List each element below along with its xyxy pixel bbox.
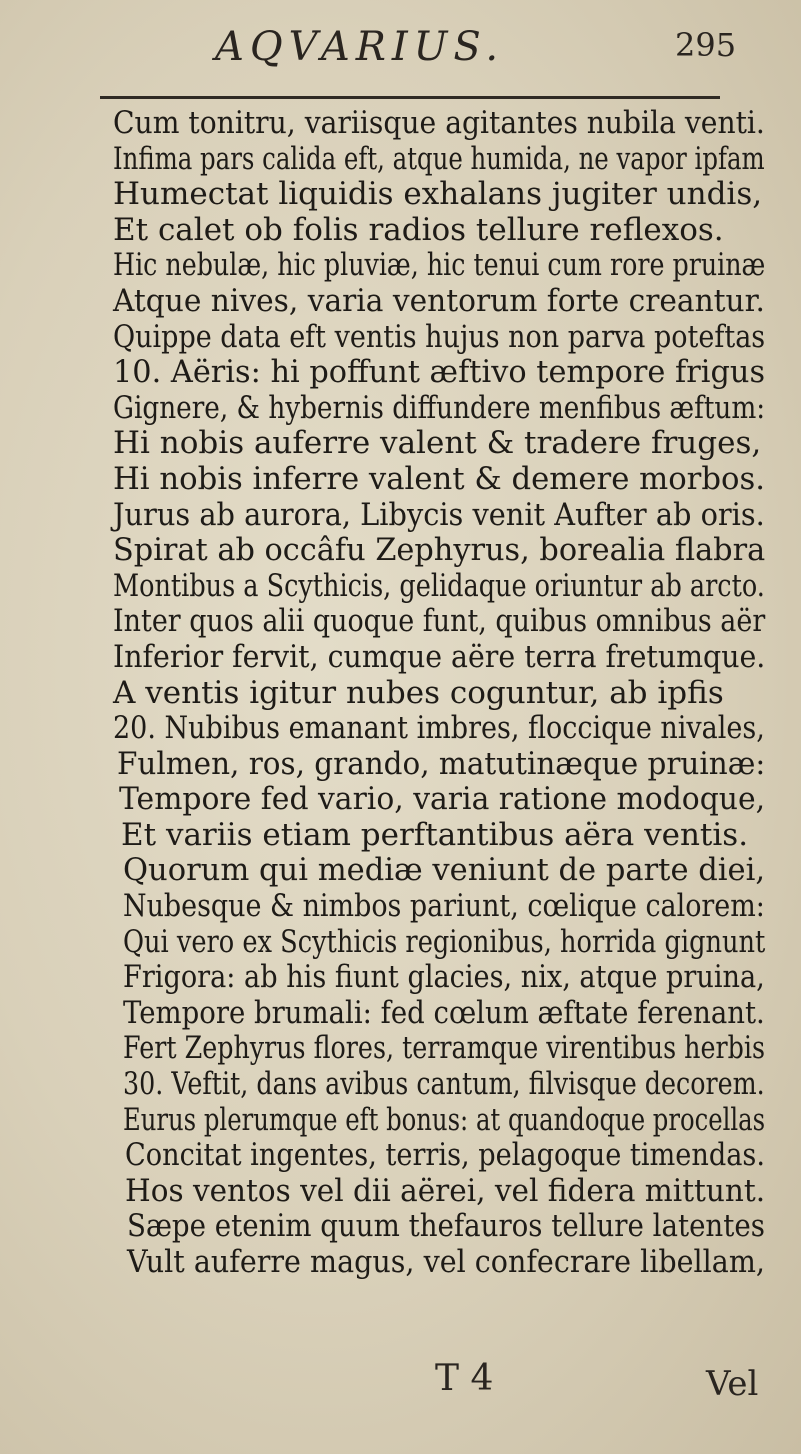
text-line: Quorum qui mediæ veniunt de parte diei, [123,852,766,889]
text-line: Eurus plerumque eft bonus: at quandoque procellas [123,1101,766,1138]
text-line: Hi nobis inferre valent & demere morbos. [113,460,765,497]
text-line: Hic nebulæ, hic pluviæ, hic tenui cum rore pruinæ [113,247,766,284]
text-line: Montibus a Scythicis, gelidaque oriuntur ab arcto. [113,567,765,604]
text-line: Et calet ob folis radios tellure reflexos. [113,211,724,248]
text-line: Atque nives, varia ventorum forte creantur. [113,282,765,319]
page-header [0,0,801,95]
text-line: 10. Aëris: hi poffunt æftivo tempore frigus [113,354,766,391]
text-line: Infima pars calida eft, atque humida, ne vapor ipfam [113,140,765,177]
text-line: A ventis igitur nubes coguntur, ab ipfis [113,674,724,711]
text-line: Jurus ab aurora, Libycis venit Aufter ab oris. [113,496,765,533]
text-line: 30. Veftit, dans avibus cantum, filvisque decorem. [123,1066,765,1103]
poem-text [105,106,765,1281]
text-line: 20. Nubibus emanant imbres, floccique nivales, [113,710,765,747]
text-line: Spirat ab occâfu Zephyrus, borealia flabra [113,532,766,569]
catchword: Vel [706,1364,759,1404]
text-line: Inter quos alii quoque funt, quibus omnibus aër [113,603,766,640]
text-line: Qui vero ex Scythicis regionibus, horrida gignunt [123,923,766,960]
header-rule [100,96,720,99]
text-line: Tempore brumali: fed cœlum æftate ferenant. [123,994,765,1031]
text-line: Hi nobis auferre valent & tradere fruges, [113,425,762,462]
text-line: Cum tonitru, variisque agitantes nubila venti. [113,105,765,141]
text-line: Frigora: ab his fiunt glacies, nix, atque pruina, [123,959,765,996]
text-line: Et variis etiam perftantibus aëra ventis. [121,816,749,853]
text-line: Humectat liquidis exhalans jugiter undis, [113,176,763,213]
signature-mark: T 4 [435,1358,494,1399]
text-line: Concitat ingentes, terris, pelagoque timendas. [125,1137,765,1174]
text-line: Fulmen, ros, grando, matutinæque pruinæ: [117,745,766,782]
text-line: Sæpe etenim quum thefauros tellure latentes [127,1208,765,1245]
running-title: AQVARIUS. [215,24,505,70]
text-line: Tempore fed vario, varia ratione modoque, [119,781,766,818]
text-line: Vult auferre magus, vel confecrare libellam, [127,1244,765,1280]
text-line: Hos ventos vel dii aërei, vel fidera mittunt. [125,1172,766,1209]
text-line: Inferior fervit, cumque aëre terra fretumque. [113,638,766,675]
text-line: Nubesque & nimbos pariunt, cœlique calorem: [123,888,765,925]
page-number: 295 [675,26,737,64]
text-line: Quippe data eft ventis hujus non parva poteftas [113,318,766,355]
text-line: Gignere, & hybernis diffundere menfibus æftum: [113,389,766,426]
text-line: Fert Zephyrus flores, terramque virentibus herbis [123,1030,765,1067]
